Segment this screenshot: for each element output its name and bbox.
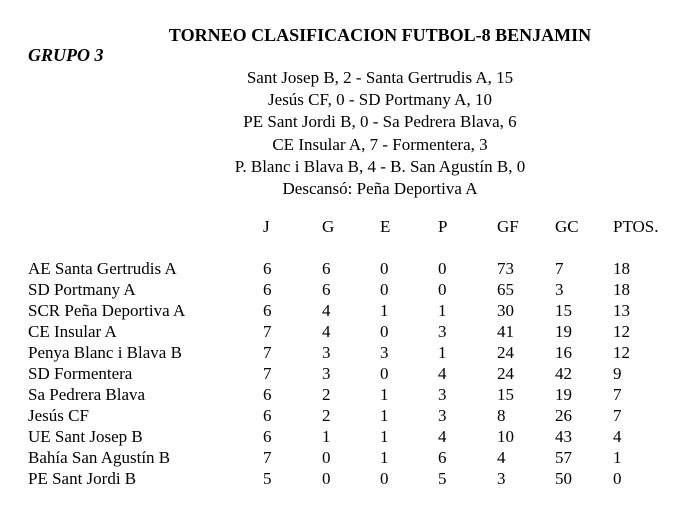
stat-j: 6 bbox=[263, 427, 272, 446]
stat-p: 3 bbox=[438, 406, 447, 425]
stat-ptos: 13 bbox=[613, 301, 630, 320]
stat-e: 1 bbox=[380, 427, 389, 446]
stat-j: 6 bbox=[263, 301, 272, 320]
stat-gf: 15 bbox=[497, 385, 514, 404]
table-row bbox=[28, 405, 692, 426]
table-row bbox=[28, 300, 692, 321]
team-name: Bahía San Agustín B bbox=[28, 448, 171, 467]
stat-gc: 16 bbox=[555, 343, 572, 362]
stat-g: 2 bbox=[322, 406, 331, 425]
stat-e: 1 bbox=[380, 406, 389, 425]
match-results-list bbox=[68, 67, 692, 200]
stat-gc: 50 bbox=[555, 469, 572, 488]
stat-gf: 3 bbox=[497, 469, 506, 488]
stat-gc: 7 bbox=[555, 259, 564, 278]
team-name: SD Portmany A bbox=[28, 280, 136, 299]
table-row bbox=[28, 468, 692, 489]
stat-g: 3 bbox=[322, 364, 331, 383]
stat-p: 6 bbox=[438, 448, 447, 467]
stat-j: 7 bbox=[263, 364, 272, 383]
stat-gf: 10 bbox=[497, 427, 514, 446]
stat-g: 0 bbox=[322, 469, 331, 488]
stat-ptos: 12 bbox=[613, 343, 630, 362]
stat-p: 3 bbox=[438, 385, 447, 404]
stat-gc: 15 bbox=[555, 301, 572, 320]
stat-j: 7 bbox=[263, 322, 272, 341]
table-row bbox=[28, 321, 692, 342]
page-title: TORNEO CLASIFICACION FUTBOL-8 BENJAMIN bbox=[168, 25, 592, 45]
stat-e: 0 bbox=[380, 322, 389, 341]
standings-header-row bbox=[28, 216, 692, 237]
stat-p: 3 bbox=[438, 322, 447, 341]
team-name: SD Formentera bbox=[28, 364, 133, 383]
stat-g: 4 bbox=[322, 301, 331, 320]
stat-gf: 24 bbox=[497, 364, 514, 383]
stat-gc: 42 bbox=[555, 364, 572, 383]
table-row bbox=[28, 426, 692, 447]
stat-ptos: 18 bbox=[613, 259, 630, 278]
stat-g: 1 bbox=[322, 427, 331, 446]
stat-e: 0 bbox=[380, 259, 389, 278]
team-name: PE Sant Jordi B bbox=[28, 469, 137, 488]
stat-g: 2 bbox=[322, 385, 331, 404]
match-result: P. Blanc i Blava B, 4 - B. San Agustín B, 0 bbox=[234, 156, 526, 176]
stat-p: 1 bbox=[438, 343, 447, 362]
table-row bbox=[28, 384, 692, 405]
stat-g: 6 bbox=[322, 259, 331, 278]
team-column-spacer bbox=[28, 216, 263, 237]
stat-e: 1 bbox=[380, 385, 389, 404]
stat-j: 6 bbox=[263, 280, 272, 299]
stat-e: 1 bbox=[380, 301, 389, 320]
column-header-e: E bbox=[380, 217, 391, 236]
group-label: GRUPO 3 bbox=[28, 45, 104, 65]
stat-ptos: 12 bbox=[613, 322, 630, 341]
column-header-ptos: PTOS. bbox=[613, 217, 659, 236]
stat-j: 7 bbox=[263, 448, 272, 467]
stat-e: 0 bbox=[380, 469, 389, 488]
stat-ptos: 0 bbox=[613, 469, 622, 488]
stat-gc: 19 bbox=[555, 385, 572, 404]
match-result: Sant Josep B, 2 - Santa Gertrudis A, 15 bbox=[246, 68, 514, 87]
stat-p: 4 bbox=[438, 364, 447, 383]
team-name: UE Sant Josep B bbox=[28, 427, 143, 446]
stat-ptos: 7 bbox=[613, 406, 622, 425]
stat-ptos: 4 bbox=[613, 427, 622, 446]
stat-j: 6 bbox=[263, 385, 272, 404]
stat-gc: 43 bbox=[555, 427, 572, 446]
stat-j: 7 bbox=[263, 343, 272, 362]
table-row bbox=[28, 279, 692, 300]
stat-j: 6 bbox=[263, 406, 272, 425]
match-result: Jesús CF, 0 - SD Portmany A, 10 bbox=[268, 90, 492, 110]
stat-e: 0 bbox=[380, 364, 389, 383]
stat-gf: 73 bbox=[497, 259, 514, 278]
stat-gc: 3 bbox=[555, 280, 564, 299]
column-header-p: P bbox=[438, 217, 448, 236]
stat-gc: 26 bbox=[555, 406, 572, 425]
stat-gf: 4 bbox=[497, 448, 506, 467]
team-name: Sa Pedrera Blava bbox=[28, 385, 146, 404]
stat-gf: 30 bbox=[497, 301, 514, 320]
stat-p: 0 bbox=[438, 259, 447, 278]
column-header-g: G bbox=[322, 217, 335, 236]
column-header-gc: GC bbox=[555, 217, 579, 236]
column-header-gf: GF bbox=[497, 217, 519, 236]
table-row bbox=[28, 258, 692, 279]
stat-ptos: 1 bbox=[613, 448, 622, 467]
stat-gf: 65 bbox=[497, 280, 514, 299]
stat-gf: 41 bbox=[497, 322, 514, 341]
rest-day-note: Descansó: Peña Deportiva A bbox=[282, 179, 478, 199]
stat-gc: 19 bbox=[555, 322, 572, 341]
stat-g: 0 bbox=[322, 448, 331, 467]
stat-j: 6 bbox=[263, 259, 272, 278]
table-row bbox=[28, 447, 692, 468]
column-header-j: J bbox=[263, 217, 270, 236]
stat-g: 4 bbox=[322, 322, 331, 341]
table-row bbox=[28, 342, 692, 363]
stat-ptos: 18 bbox=[613, 280, 630, 299]
stat-gf: 24 bbox=[497, 343, 514, 362]
stat-e: 0 bbox=[380, 280, 389, 299]
standings-table bbox=[28, 216, 692, 489]
team-name: Penya Blanc i Blava B bbox=[28, 343, 182, 362]
team-name: CE Insular A bbox=[28, 322, 117, 341]
stat-p: 4 bbox=[438, 427, 447, 446]
stat-gc: 57 bbox=[555, 448, 572, 467]
stat-j: 5 bbox=[263, 469, 272, 488]
table-row bbox=[28, 363, 692, 384]
stat-e: 1 bbox=[380, 448, 389, 467]
stat-gf: 8 bbox=[497, 406, 506, 425]
stat-g: 6 bbox=[322, 280, 331, 299]
stat-p: 0 bbox=[438, 280, 447, 299]
stat-e: 3 bbox=[380, 343, 389, 362]
stat-g: 3 bbox=[322, 343, 331, 362]
match-result: PE Sant Jordi B, 0 - Sa Pedrera Blava, 6 bbox=[243, 112, 517, 132]
stat-p: 5 bbox=[438, 469, 447, 488]
stat-p: 1 bbox=[438, 301, 447, 320]
team-name: Jesús CF bbox=[28, 406, 89, 425]
stat-ptos: 7 bbox=[613, 385, 622, 404]
team-name: AE Santa Gertrudis A bbox=[28, 259, 177, 278]
match-result: CE Insular A, 7 - Formentera, 3 bbox=[272, 134, 488, 154]
stat-ptos: 9 bbox=[613, 364, 622, 383]
team-name: SCR Peña Deportiva A bbox=[28, 301, 186, 320]
